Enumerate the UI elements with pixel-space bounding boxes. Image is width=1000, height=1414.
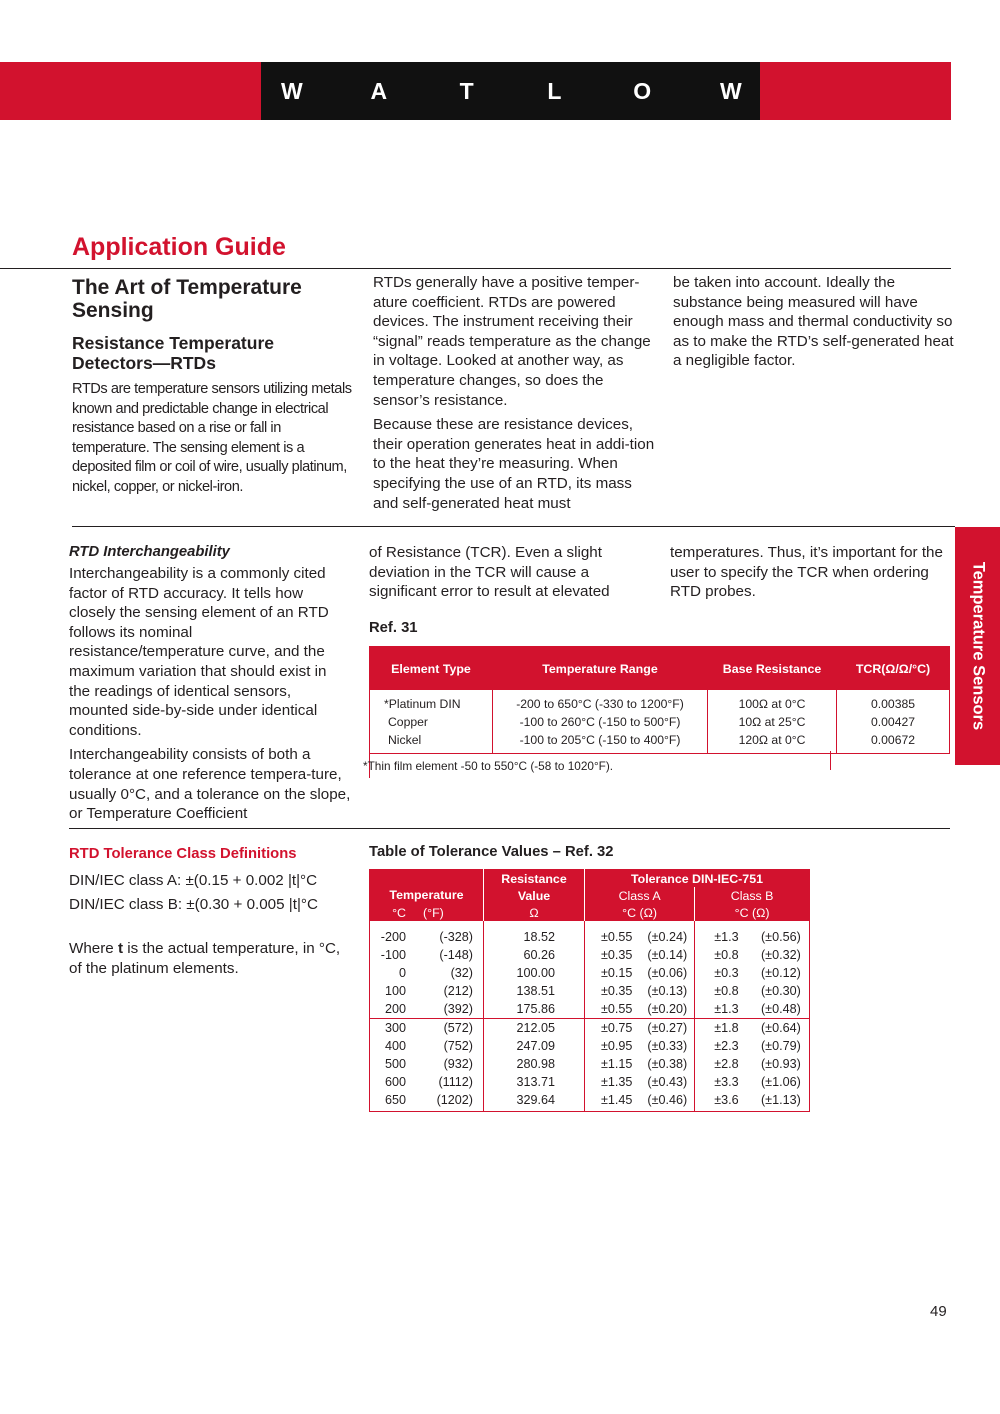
temperature-header: Temperature — [370, 870, 484, 905]
table-cell: 0.00672 — [870, 733, 916, 747]
intro-column-2 — [373, 273, 655, 518]
table-cell: Copper — [370, 713, 493, 731]
table-cell: (±0.43) — [639, 1073, 694, 1091]
class-a-unit: °C (Ω) — [585, 904, 695, 921]
subsection-heading: Resistance Temperature Detectors—RTDs — [72, 333, 274, 373]
table-cell: (±0.38) — [639, 1055, 694, 1073]
ref31-header: Temperature Range — [493, 647, 708, 691]
table-cell: (±0.32) — [760, 948, 801, 962]
table-cell: (±0.33) — [639, 1037, 694, 1055]
table-cell: (1202) — [406, 1091, 484, 1112]
table-cell: ±2.8 — [714, 1057, 739, 1071]
tolerance-header: Tolerance DIN-IEC-751 — [585, 870, 810, 888]
note-text: Where — [69, 940, 118, 957]
celsius-header: °C — [370, 904, 407, 921]
logo-letter: L — [547, 77, 562, 104]
table-cell: ±0.3 — [714, 966, 739, 980]
table-cell: ±1.35 — [601, 1075, 633, 1089]
table-cell: (-328) — [406, 921, 484, 946]
table-cell: ±0.75 — [585, 1019, 640, 1038]
table-cell: *Platinum DIN — [370, 690, 493, 713]
table-cell: ±0.55 — [601, 1002, 633, 1016]
intro-column-3 — [673, 273, 955, 376]
table-cell: (32) — [406, 964, 484, 982]
ref31-table — [369, 646, 950, 754]
table-cell: -100 to 205°C (-150 to 400°F) — [493, 731, 708, 754]
table-cell: (±0.14) — [639, 946, 694, 964]
interchangeability-paragraph: temperatures. Thus, it’s important for the user to specify the TCR when ordering RTD probes. — [670, 544, 943, 601]
table-row — [370, 713, 950, 731]
tolerance-classes — [69, 846, 354, 978]
table-row — [370, 946, 810, 964]
intro-paragraph: RTDs are temperature sensors utilizing metals known and predictable change in electrical resistance based on a rise or fall in temperature. The sensing element is a deposited film or coil of wire, usually platinum, nickel, copper, or nickel-iron. — [72, 381, 352, 495]
table-cell: 500 — [384, 1057, 406, 1071]
table-cell: ±0.35 — [601, 948, 633, 962]
table-cell: (±0.56) — [760, 930, 801, 944]
table-cell: (1112) — [406, 1073, 484, 1091]
table-row — [370, 1055, 810, 1073]
logo-letter: O — [633, 77, 652, 104]
section-rule — [69, 828, 950, 829]
ref31-label: Ref. 31 — [369, 620, 418, 636]
logo-letter: T — [459, 77, 474, 104]
table-cell: 247.09 — [484, 1037, 585, 1055]
table-cell: ±1.3 — [714, 1002, 739, 1016]
table-cell: (±0.24) — [639, 921, 694, 946]
table-cell: ±0.8 — [714, 948, 739, 962]
tolerance-note — [69, 939, 354, 978]
table-cell: ±2.3 — [714, 1039, 739, 1053]
table-row — [370, 690, 950, 713]
table-cell: ±3.3 — [714, 1075, 739, 1089]
ohm-header: Ω — [484, 904, 585, 921]
table-cell: (±0.64) — [745, 1019, 810, 1038]
table-row — [370, 921, 810, 946]
table-cell: (±0.93) — [760, 1057, 801, 1071]
table-cell: ±1.15 — [601, 1057, 633, 1071]
title-rule — [0, 268, 951, 269]
table-cell: 100Ω at 0°C — [708, 690, 837, 713]
table-cell: (932) — [406, 1055, 484, 1073]
value-header: Value — [484, 887, 585, 904]
class-b-definition: DIN/IEC class B: ±(0.30 + 0.005 |t|°C — [69, 896, 318, 913]
interchangeability-column-1 — [69, 544, 351, 829]
intro-column-1 — [72, 276, 357, 503]
table-row — [370, 1037, 810, 1055]
ref31-header: Element Type — [370, 647, 493, 691]
table-cell: 600 — [384, 1075, 406, 1089]
table-cell: -100 to 260°C (-150 to 500°F) — [493, 713, 708, 731]
table-cell: 175.86 — [484, 1000, 585, 1019]
footnote-right-rule — [830, 751, 831, 770]
table-cell: 212.05 — [484, 1019, 585, 1038]
table-cell: 60.26 — [484, 946, 585, 964]
logo-letter: A — [370, 77, 388, 104]
table-cell: (±0.06) — [639, 964, 694, 982]
table-cell: ±0.35 — [601, 984, 633, 998]
table-cell: (212) — [406, 982, 484, 1000]
watlow-logo — [261, 62, 760, 120]
table-cell: 400 — [384, 1039, 406, 1053]
table-row — [370, 964, 810, 982]
side-tab — [955, 527, 1000, 765]
table-cell: 313.71 — [484, 1073, 585, 1091]
intro-paragraph: be taken into account. Ideally the substance being measured will have enough mass and thermal conductivity so as to make the RTD’s self-generated heat a negligible factor. — [673, 274, 954, 370]
resistance-header: Resistance — [484, 870, 585, 888]
interchangeability-column-3 — [670, 543, 945, 607]
interchangeability-paragraph: of Resistance (TCR). Even a slight deviation in the TCR will cause a significant error to result at elevated — [369, 544, 610, 601]
table-cell: 0 — [398, 966, 406, 980]
table-cell: (±1.06) — [760, 1075, 801, 1089]
table-cell: 100.00 — [484, 964, 585, 982]
side-tab-label: Temperature Sensors — [969, 561, 987, 731]
table-cell: ±0.8 — [714, 984, 739, 998]
table-row — [370, 1000, 810, 1019]
table-cell: ±0.95 — [601, 1039, 633, 1053]
page-title: Application Guide — [72, 233, 286, 261]
page-number: 49 — [930, 1303, 947, 1320]
table-cell: (±0.12) — [760, 966, 801, 980]
table-row — [370, 1091, 810, 1112]
interchangeability-paragraph: Interchangeability consists of both a tolerance at one reference tempera-ture, usually 0°C, and a tolerance on the slope, or Temperature Coefficient — [69, 746, 351, 823]
table-cell: 0.00385 — [870, 697, 916, 711]
interchangeability-paragraph: Interchangeability is a commonly cited factor of RTD accuracy. It tells how closely the sensing element of an RTD follows its nominal resistance/temperature curve, and the maximum variation that should exist in the readings of identical sensors, mounted side-by-side under identical conditions. — [69, 565, 329, 739]
table-cell: (±0.79) — [760, 1039, 801, 1053]
table-cell: 120Ω at 0°C — [708, 731, 837, 754]
table-cell: (±0.30) — [760, 984, 801, 998]
table-cell: 200 — [384, 1002, 406, 1016]
interchangeability-heading: RTD Interchangeability — [69, 544, 230, 560]
note-text: is the actual temperature, in °C, of the platinum elements. — [69, 940, 341, 977]
table-row — [370, 1073, 810, 1091]
table-cell: 329.64 — [484, 1091, 585, 1112]
table-cell: (572) — [406, 1019, 484, 1038]
intro-paragraph: RTDs generally have a positive temper-ature coefficient. RTDs are powered devices. The instrument receiving their “signal” reads temperature as the change in voltage. Looked at another way, as temperature changes, so does the sensor’s resistance. — [373, 274, 651, 409]
ref31-header: TCR(Ω/Ω/°C) — [837, 647, 950, 691]
table-cell: (392) — [406, 1000, 484, 1019]
table-cell: 0.00427 — [870, 715, 916, 729]
ref32-table — [369, 869, 810, 1112]
table-cell: 280.98 — [484, 1055, 585, 1073]
fahrenheit-header: (°F) — [406, 904, 484, 921]
table-cell: 138.51 — [484, 982, 585, 1000]
table-cell: ±0.15 — [601, 966, 633, 980]
table-cell: 100 — [384, 984, 406, 998]
table-cell: 300 — [370, 1019, 407, 1038]
table-cell: Nickel — [370, 731, 493, 754]
table-cell: 10Ω at 25°C — [708, 713, 837, 731]
class-a-header: Class A — [585, 887, 695, 904]
tolerance-classes-heading: RTD Tolerance Class Definitions — [69, 846, 297, 862]
table-cell: 18.52 — [484, 921, 585, 946]
ref31-footnote: *Thin film element -50 to 550°C (-58 to 1020°F). — [363, 759, 614, 773]
table-cell: (752) — [406, 1037, 484, 1055]
ref32-title: Table of Tolerance Values – Ref. 32 — [369, 844, 614, 860]
table-cell: ±1.3 — [714, 930, 739, 944]
table-cell: ±0.55 — [601, 930, 633, 944]
interchangeability-column-2 — [369, 543, 631, 607]
note-variable: t — [117, 940, 124, 957]
table-row — [370, 1019, 810, 1038]
table-cell: (±1.13) — [760, 1093, 801, 1107]
class-b-header: Class B — [695, 887, 810, 904]
intro-paragraph: Because these are resistance devices, their operation generates heat in addi-tion to the heat they’re measuring. When specifying the use of an RTD, its mass and self-generated heat must — [373, 416, 655, 512]
table-cell: -100 — [380, 948, 406, 962]
logo-letter: W — [719, 77, 742, 104]
table-cell: ±3.6 — [714, 1093, 739, 1107]
section-heading: The Art of Temperature Sensing — [72, 276, 302, 322]
class-a-definition: DIN/IEC class A: ±(0.15 + 0.002 |t|°C — [69, 872, 318, 889]
table-cell: (-148) — [406, 946, 484, 964]
table-cell: ±1.8 — [695, 1019, 745, 1038]
table-cell: (±0.27) — [639, 1019, 694, 1038]
table-row — [370, 731, 950, 754]
table-row — [370, 982, 810, 1000]
table-cell: (±0.48) — [760, 1002, 801, 1016]
table-cell: (±0.13) — [639, 982, 694, 1000]
table-cell: (±0.20) — [639, 1000, 694, 1019]
ref31-header: Base Resistance — [708, 647, 837, 691]
section-rule — [72, 526, 955, 527]
table-cell: -200 — [380, 930, 406, 944]
table-cell: 650 — [384, 1093, 406, 1107]
logo-letter: W — [281, 77, 303, 104]
table-cell: ±1.45 — [601, 1093, 633, 1107]
table-cell: -200 to 650°C (-330 to 1200°F) — [493, 690, 708, 713]
table-cell: (±0.46) — [639, 1091, 694, 1112]
class-b-unit: °C (Ω) — [695, 904, 810, 921]
